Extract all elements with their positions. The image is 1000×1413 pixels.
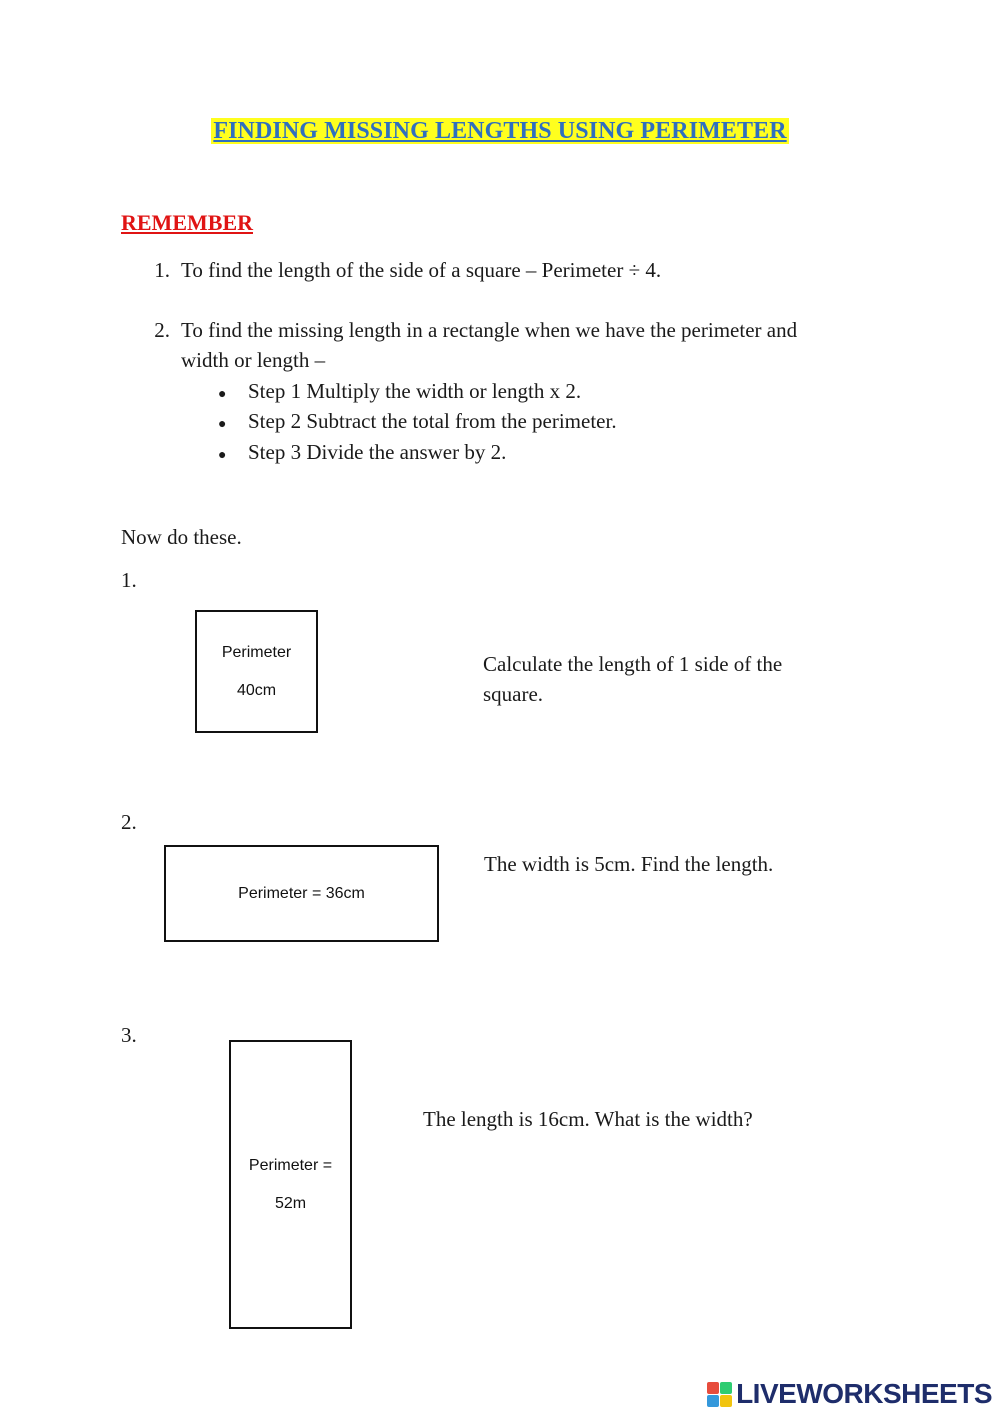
step-item [218, 376, 226, 410]
rule-number: 1. [154, 258, 170, 282]
rule-text: To find the length of the side of a square – Perimeter ÷ 4. [181, 258, 662, 282]
box-value: 52m [274, 1194, 307, 1212]
logo-icon [707, 1382, 732, 1407]
step-text: Step 1 Multiply the width or length x 2. [248, 379, 582, 403]
box-label: Perimeter = [248, 1156, 333, 1174]
instruction: Now do these. [121, 525, 242, 549]
question-number: 3. [121, 1023, 137, 1047]
rule-text: To find the missing length in a rectangle when we have the perimeter and [181, 318, 798, 342]
liveworksheets-logo [707, 1378, 992, 1410]
question-text: The length is 16cm. What is the width? [423, 1107, 753, 1131]
logo-square [720, 1382, 732, 1394]
question-number: 2. [121, 810, 137, 834]
box-label: Perimeter [221, 643, 292, 661]
step-item [218, 406, 226, 440]
question-text-continued: square. [483, 682, 544, 706]
logo-square [707, 1395, 719, 1407]
square-diagram [195, 610, 318, 733]
rectangle-diagram [164, 845, 439, 942]
step-item [218, 437, 226, 471]
question-text: The width is 5cm. Find the length. [484, 852, 774, 876]
step-text: Step 2 Subtract the total from the perimeter. [248, 409, 617, 433]
step-text: Step 3 Divide the answer by 2. [248, 440, 507, 464]
logo-square [720, 1395, 732, 1407]
remember-heading: REMEMBER [121, 210, 253, 235]
page-title: FINDING MISSING LENGTHS USING PERIMETER [213, 118, 787, 144]
tall-rectangle-diagram [229, 1040, 352, 1329]
question-text: Calculate the length of 1 side of the [483, 652, 783, 676]
bullet-icon: ● [218, 448, 227, 463]
rule-number: 2. [154, 318, 170, 342]
box-label: Perimeter = 36cm [238, 884, 365, 902]
question-number: 1. [121, 568, 137, 592]
logo-square [707, 1382, 719, 1394]
bullet-icon: ● [218, 387, 227, 402]
box-value: 40cm [236, 681, 277, 699]
rule-text-continued: width or length – [181, 348, 326, 372]
bullet-icon: ● [218, 417, 227, 432]
logo-text: LIVEWORKSHEETS [736, 1378, 992, 1409]
